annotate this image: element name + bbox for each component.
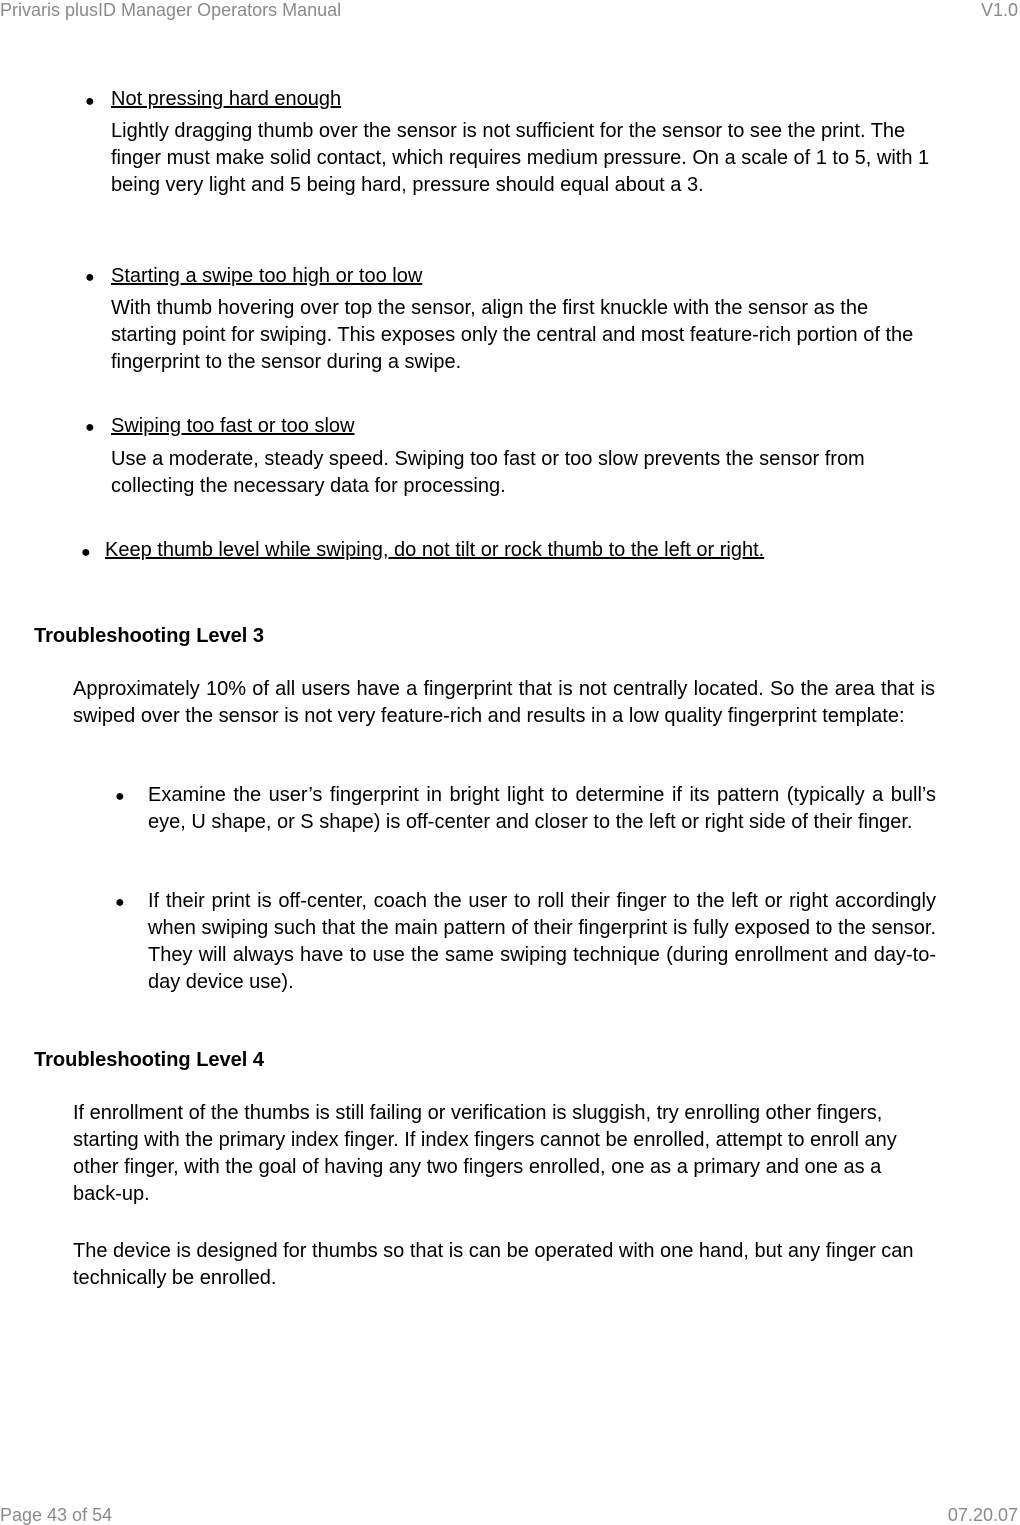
tip-title-keep-level: Keep thumb level while swiping, do not tilt or rock thumb to the left or right. <box>105 539 765 561</box>
section-heading-level-4: Troubleshooting Level 4 <box>34 1049 265 1071</box>
tip-body-swipe-speed: Use a moderate, steady speed. Swiping too fast or too slow prevents the sensor from collecting the necessary data for processing. <box>111 448 865 497</box>
document-version: V1.0 <box>980 0 1018 20</box>
bullet-icon: ● <box>81 544 91 561</box>
bullet-icon: ● <box>115 894 125 911</box>
level-3-intro: Approximately 10% of all users have a fingerprint that is not centrally located. So the area that is swiped over the sensor is not very feature-rich and results in a low quality fingerprint template: <box>73 678 935 727</box>
tip-body-pressing: Lightly dragging thumb over the sensor is not sufficient for the sensor to see the print. The finger must make solid contact, which requires medium pressure. On a scale of 1 to 5, with 1 being very light and 5 being hard, pressure should equal about a 3. <box>111 120 930 196</box>
level-3-bullet-examine: Examine the user’s fingerprint in bright light to determine if its pattern (typically a bull’s eye, U shape, or S shape) is off-center and closer to the left or right side of their finger. <box>148 784 936 833</box>
bullet-icon: ● <box>85 269 95 286</box>
section-heading-level-3: Troubleshooting Level 3 <box>34 625 265 647</box>
tip-title-swipe-speed: Swiping too fast or too slow <box>111 415 355 437</box>
document-header-title: Privaris plusID Manager Operators Manual <box>0 0 342 20</box>
tip-title-pressing: Not pressing hard enough <box>111 88 342 110</box>
level-4-paragraph-enroll: If enrollment of the thumbs is still failing or verification is sluggish, try enrolling other fingers, starting with the primary index finger. If index fingers cannot be enrolled, attempt to enroll any other finger, with the goal of having any two fingers enrolled, one as a primary and one as a back-up. <box>73 1102 897 1205</box>
level-3-bullet-roll: If their print is off-center, coach the user to roll their finger to the left or right accordingly when swiping such that the main pattern of their fingerprint is fully exposed to the sensor. They will always have to use the same swiping technique (during enrollment and day-to-day device use). <box>148 890 936 993</box>
tip-body-swipe-position: With thumb hovering over top the sensor, align the first knuckle with the sensor as the starting point for swiping. This exposes only the central and most feature-rich portion of the fingerprint to the sensor during a swipe. <box>111 297 914 373</box>
tip-title-swipe-position: Starting a swipe too high or too low <box>111 265 423 287</box>
level-4-paragraph-device: The device is designed for thumbs so that is can be operated with one hand, but any finger can technically be enrolled. <box>73 1240 914 1289</box>
document-date: 07.20.07 <box>947 1505 1018 1525</box>
bullet-icon: ● <box>115 788 125 805</box>
bullet-icon: ● <box>85 419 95 436</box>
bullet-icon: ● <box>85 93 95 110</box>
page-number: Page 43 of 54 <box>0 1505 113 1525</box>
